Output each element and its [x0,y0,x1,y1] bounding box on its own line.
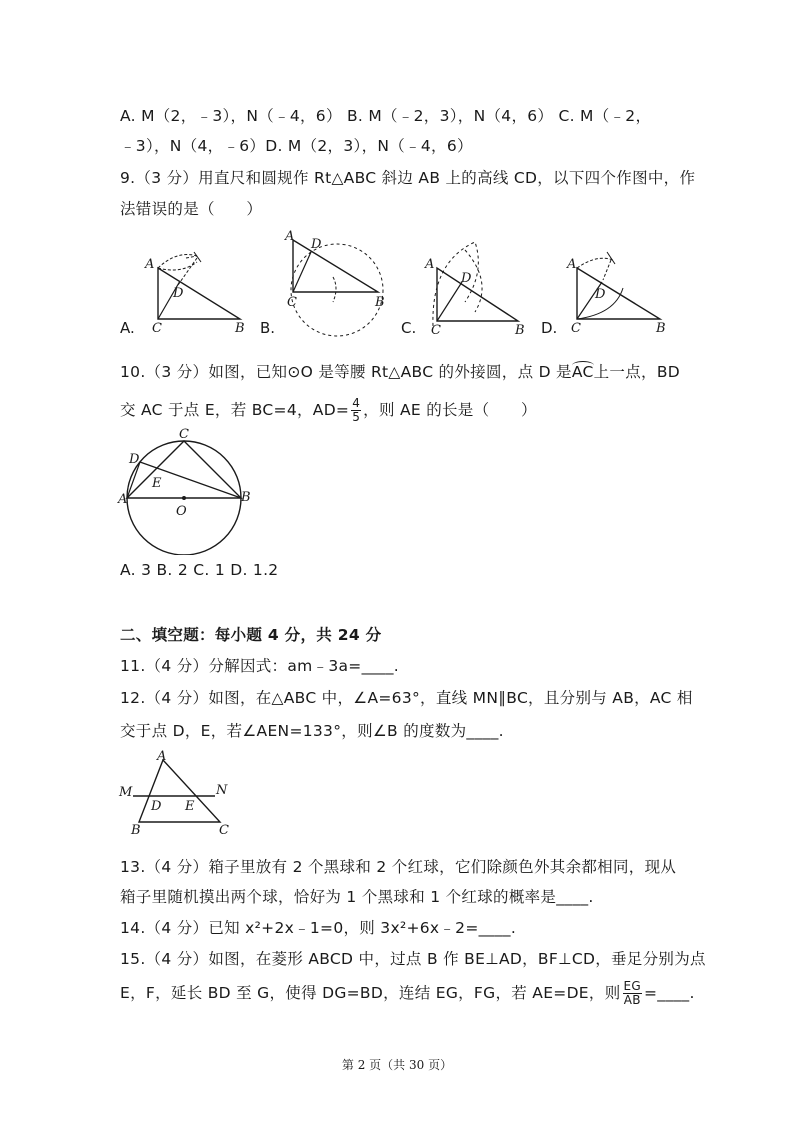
q9-stem-line2: 法错误的是（ ） [120,200,263,218]
q9-figure-b [284,229,385,336]
svg-text:B: B [241,490,251,505]
svg-text:E: E [185,799,195,814]
svg-text:A: A [145,257,155,272]
q10-arc-ac: AC [571,363,594,381]
q13-stem-line1: 13.（4 分）箱子里放有 2 个黑球和 2 个红球，它们除颜色外其余都相同，现从 [120,858,677,876]
svg-text:C: C [152,321,162,336]
q10-figure [112,425,262,555]
svg-text:N: N [216,783,228,798]
q13-stem-line2: 箱子里随机摸出两个球，恰好为 1 个黑球和 1 个红球的概率是____. [120,888,594,906]
svg-text:A: A [567,257,577,272]
svg-text:C: C [219,823,229,838]
q15-stem-line1: 15.（4 分）如图，在菱形 ABCD 中，过点 B 作 BE⊥AD，BF⊥CD，垂足分别为点 [120,950,706,968]
q10-text-part3: 交 AC 于点 E，若 BC=4，AD= [120,401,350,419]
svg-text:B: B [375,295,385,310]
svg-text:O: O [176,504,187,519]
q9-option-c: C. [401,319,417,337]
q10-fraction: $\frac{4}{5}$ [352,396,361,424]
q9-option-b: B. [260,319,276,337]
q9-figure-c [424,242,525,338]
q9-figures [115,222,675,340]
q11-text: 11.（4 分）分解因式：am﹣3a=____. [120,657,400,675]
svg-text:C: C [571,321,581,336]
svg-text:D: D [173,286,184,301]
svg-text:B: B [235,321,245,336]
svg-text:B: B [515,323,525,338]
svg-text:B: B [656,321,666,336]
q12-stem-line1: 12.（4 分）如图，在△ABC 中，∠A=63°，直线 MN∥BC，且分别与 AB，AC 相 [120,689,693,707]
svg-text:A: A [425,257,435,272]
q10-text-part2: 上一点，BD [593,363,680,381]
q10-stem-line2 [120,397,537,424]
svg-text:D: D [461,271,472,286]
q10-answers: A. 3 B. 2 C. 1 D. 1.2 [120,561,279,579]
page-footer: 第 2 页（共 30 页） [341,1058,453,1072]
svg-text:A: A [157,749,167,764]
svg-text:E: E [152,476,162,491]
svg-text:A: A [285,229,295,244]
q9-stem-line1: 9.（3 分）用直尺和圆规作 Rt△ABC 斜边 AB 上的高线 CD，以下四个作图中，作 [120,169,696,187]
q12-figure [115,748,240,840]
svg-text:D: D [311,237,322,252]
q12-stem-line2: 交于点 D，E，若∠AEN=133°，则∠B 的度数为____. [120,722,504,740]
q15-stem-line2 [120,980,695,1007]
svg-text:C: C [287,295,297,310]
svg-text:D: D [595,287,606,302]
q10-stem-line1 [120,360,680,382]
q15-text-part2: =____. [643,984,695,1002]
svg-text:B: B [131,823,141,838]
q10-text-part4: ，则 AE 的长是（ ） [363,401,537,419]
svg-text:C: C [431,323,441,338]
q9-option-a: A. [120,319,135,337]
q9-figure-d [566,252,666,336]
q9-option-d: D. [541,319,558,337]
section-title: 二、填空题：每小题 4 分，共 24 分 [120,626,382,644]
q10-text-part1: 10.（3 分）如图，已知⊙O 是等腰 Rt△ABC 的外接圆，点 D 是 [120,363,572,381]
q8-options-line1: A. M（2，﹣3），N（﹣4，6） B. M（﹣2，3），N（4，6） C. M（﹣2， [120,107,652,125]
svg-text:C: C [179,427,189,442]
svg-text:A: A [118,492,128,507]
q14-text: 14.（4 分）已知 x²+2x﹣1=0，则 3x²+6x﹣2=____. [120,919,517,937]
q9-figure-a [144,252,245,336]
q15-fraction: $\frac{EG}{AB}$ [623,979,641,1007]
q15-text-part1: E，F，延长 BD 至 G，使得 DG=BD，连结 EG，FG，若 AE=DE，则 [120,984,621,1002]
svg-text:M: M [119,785,133,800]
q8-options-line2: ﹣3），N（4，﹣6）D. M（2，3），N（﹣4，6） [120,137,473,155]
svg-text:D: D [129,452,140,467]
svg-text:D: D [151,799,162,814]
